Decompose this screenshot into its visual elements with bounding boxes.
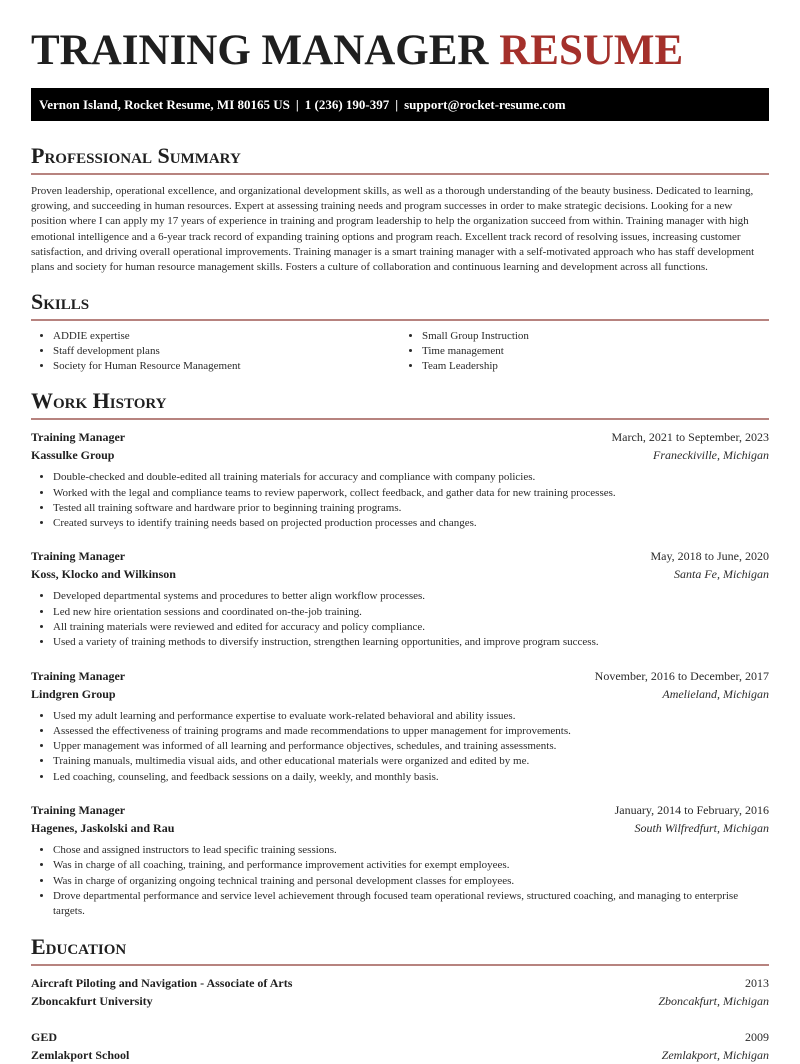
job-bullet: • Used a variety of training methods to diversify instruction, strengthen learning opportunities, and improve program success.	[53, 635, 769, 650]
education-entry	[31, 1028, 769, 1064]
job-bullet: • Used my adult learning and performance expertise to evaluate work-related behavioral and ability issues.	[53, 709, 769, 724]
job-company: Koss, Klocko and Wilkinson	[31, 567, 176, 582]
contact-phone: 1 (236) 190-397	[304, 97, 390, 112]
skill-item: • Team Leadership	[422, 359, 769, 374]
job-subheader-row	[31, 685, 769, 703]
resume-title	[31, 0, 769, 74]
job-title: Training Manager	[31, 430, 126, 445]
education-year: 2013	[745, 975, 769, 990]
skills-section	[31, 289, 769, 374]
job-company: Kassulke Group	[31, 448, 115, 463]
job-subheader-row	[31, 565, 769, 583]
title-accent: RESUME	[499, 27, 684, 74]
job-bullet: • Led new hire orientation sessions and coordinated on-the-job training.	[53, 605, 769, 620]
contact-separator: |	[295, 97, 299, 112]
job-location: Amelieland, Michigan	[662, 686, 769, 701]
job-dates: May, 2018 to June, 2020	[650, 549, 769, 564]
work-history-section	[31, 388, 769, 919]
section-divider	[31, 418, 769, 420]
title-main: TRAINING MANAGER	[31, 27, 489, 74]
job-subheader-row	[31, 819, 769, 837]
job-bullet: • Drove departmental performance and service level achievement through focused team operational reviews, structured coaching, and managing to enterprise targets.	[53, 889, 769, 920]
job-bullet: • Developed departmental systems and procedures to better align workflow processes.	[53, 589, 769, 604]
job-bullet: • Assessed the effectiveness of training programs and made recommendations to upper management for improvements.	[53, 724, 769, 739]
job-bullet: • Tested all training software and hardware prior to beginning training programs.	[53, 501, 769, 516]
contact-email[interactable]: support@rocket-resume.com	[404, 97, 566, 112]
job-bullet: • Double-checked and double-edited all training materials for accuracy and compliance with company policies.	[53, 470, 769, 485]
job-bullet: • Training manuals, multimedia visual aids, and other educational materials were organized and edited by me.	[53, 754, 769, 769]
job-title: Training Manager	[31, 803, 126, 818]
education-degree: Aircraft Piloting and Navigation - Associate of Arts	[31, 975, 293, 990]
job-dates: January, 2014 to February, 2016	[614, 803, 769, 818]
education-subheader-row	[31, 992, 769, 1010]
skill-item: • ADDIE expertise	[53, 329, 400, 344]
education-entry	[31, 974, 769, 1010]
job-bullet: • Worked with the legal and compliance teams to review paperwork, collect feedback, and gather data for new training processes.	[53, 486, 769, 501]
job-bullets	[31, 843, 769, 919]
job-bullet: • Led coaching, counseling, and feedback sessions on a daily, weekly, and monthly basis.	[53, 770, 769, 785]
section-divider	[31, 173, 769, 175]
job-entry	[31, 667, 769, 785]
job-subheader-row	[31, 446, 769, 464]
skills-column-left	[31, 329, 400, 374]
job-bullet: • Created surveys to identify training needs based on projected production processes and changes.	[53, 516, 769, 531]
contact-address: Vernon Island, Rocket Resume, MI 80165 US	[39, 97, 290, 112]
job-entry	[31, 547, 769, 650]
education-school: Zemlakport School	[31, 1047, 130, 1062]
work-history-heading: Work History	[31, 388, 167, 414]
job-location: Franeckiville, Michigan	[653, 448, 769, 463]
section-divider	[31, 319, 769, 321]
education-school: Zboncakfurt University	[31, 993, 153, 1008]
job-location: South Wilfredfurt, Michigan	[634, 821, 769, 836]
job-entry	[31, 428, 769, 531]
education-header-row	[31, 974, 769, 992]
job-entry	[31, 801, 769, 919]
education-heading: Education	[31, 933, 127, 959]
education-subheader-row	[31, 1046, 769, 1064]
education-degree: GED	[31, 1029, 58, 1044]
education-location: Zboncakfurt, Michigan	[658, 993, 769, 1008]
education-year: 2009	[745, 1029, 769, 1044]
skill-item: • Society for Human Resource Management	[53, 359, 400, 374]
job-bullet: • Chose and assigned instructors to lead specific training sessions.	[53, 843, 769, 858]
job-header-row	[31, 667, 769, 685]
contact-separator: |	[395, 97, 399, 112]
education-header-row	[31, 1028, 769, 1046]
skills-list	[31, 329, 769, 374]
job-title: Training Manager	[31, 549, 126, 564]
job-location: Santa Fe, Michigan	[674, 567, 769, 582]
skills-column-right	[400, 329, 769, 374]
job-bullet: • Upper management was informed of all learning and performance objectives, schedules, and training assessments.	[53, 739, 769, 754]
job-dates: November, 2016 to December, 2017	[594, 668, 769, 683]
skill-item: • Time management	[422, 344, 769, 359]
summary-section	[31, 143, 769, 275]
job-bullets	[31, 709, 769, 785]
job-bullets	[31, 589, 769, 650]
skills-heading: Skills	[31, 289, 90, 315]
education-location: Zemlakport, Michigan	[661, 1047, 769, 1062]
section-divider	[31, 964, 769, 966]
job-header-row	[31, 428, 769, 446]
job-bullet: • Was in charge of organizing ongoing technical training and personal development classes for employees.	[53, 874, 769, 889]
job-company: Hagenes, Jaskolski and Rau	[31, 821, 175, 836]
contact-bar	[31, 88, 769, 121]
job-header-row	[31, 547, 769, 565]
job-dates: March, 2021 to September, 2023	[611, 430, 769, 445]
skill-item: • Staff development plans	[53, 344, 400, 359]
summary-heading: Professional Summary	[31, 143, 241, 168]
job-bullet: • Was in charge of all coaching, training, and performance improvement activities for exempt employees.	[53, 858, 769, 873]
job-bullets	[31, 470, 769, 531]
job-company: Lindgren Group	[31, 686, 116, 701]
education-section	[31, 934, 769, 1064]
job-bullet: • All training materials were reviewed and edited for accuracy and policy compliance.	[53, 620, 769, 635]
skill-item: • Small Group Instruction	[422, 329, 769, 344]
job-title: Training Manager	[31, 668, 126, 683]
job-header-row	[31, 801, 769, 819]
summary-text: Proven leadership, operational excellence, and organizational development skills, as well as a thorough understanding of the beauty business. Dedicated to learning, growing, and succeeding in human resources. Expert at assessing training needs and program successes in order to make strategic decisions. Looking for a new position where I can apply my 17 years of experience in training and program leadership to help the organization succeed from within. Training manager with high emotional intelligence and a 6-year track record of expanding training options and program reach. Excellent track record of resolving issues, increasing customer satisfaction, and driving overall operational improvements. Training manager is a smart training manager with a self-motivated approach who has staff development plans and society for human resource management skills. Fosters a culture of collaboration and continuous learning and development across all functions.	[31, 185, 755, 274]
